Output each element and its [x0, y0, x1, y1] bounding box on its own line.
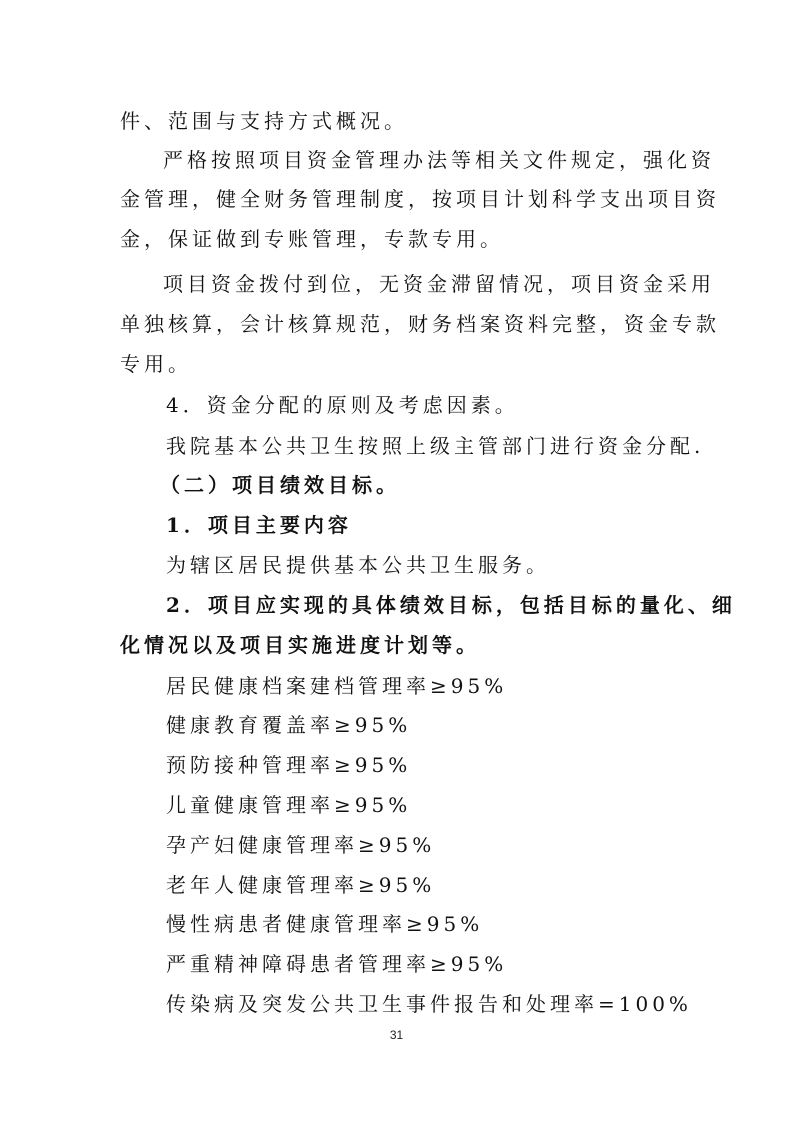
target-item: 健康教育覆盖率≥95% — [166, 713, 412, 737]
target-item: 传染病及突发公共卫生事件报告和处理率=100% — [166, 992, 692, 1016]
paragraph-line: 严格按照项目资金管理办法等相关文件规定，强化资 — [163, 148, 715, 172]
section-heading: 2．项目应实现的具体绩效目标，包括目标的量化、细 — [166, 593, 736, 617]
paragraph-line: 专用。 — [120, 352, 192, 376]
target-item: 老年人健康管理率≥95% — [166, 873, 436, 897]
paragraph-line: 金，保证做到专账管理，专款专用。 — [120, 227, 504, 251]
paragraph-line: 金管理，健全财务管理制度，按项目计划科学支出项目资 — [120, 187, 720, 211]
paragraph-line: 单独核算，会计核算规范，财务档案资料完整，资金专款 — [120, 312, 720, 336]
paragraph-line: 件、范围与支持方式概况。 — [120, 109, 408, 133]
target-item: 预防接种管理率≥95% — [166, 753, 412, 777]
page-number: 31 — [389, 1028, 404, 1042]
target-item: 慢性病患者健康管理率≥95% — [166, 912, 484, 936]
paragraph-line: 我院基本公共卫生按照上级主管部门进行资金分配. — [166, 434, 705, 458]
target-item: 严重精神障碍患者管理率≥95% — [166, 952, 508, 976]
paragraph-line: 项目资金拨付到位，无资金滞留情况，项目资金采用 — [163, 272, 715, 296]
target-item: 孕产妇健康管理率≥95% — [166, 833, 436, 857]
section-heading: （二）项目绩效目标。 — [160, 473, 400, 497]
paragraph-line: 为辖区居民提供基本公共卫生服务。 — [166, 553, 550, 577]
target-item: 居民健康档案建档管理率≥95% — [166, 674, 508, 698]
section-heading: 化情况以及项目实施进度计划等。 — [120, 633, 480, 657]
target-item: 儿童健康管理率≥95% — [166, 793, 412, 817]
section-heading: 4．资金分配的原则及考虑因素。 — [166, 393, 519, 417]
section-heading: 1．项目主要内容 — [166, 513, 352, 537]
